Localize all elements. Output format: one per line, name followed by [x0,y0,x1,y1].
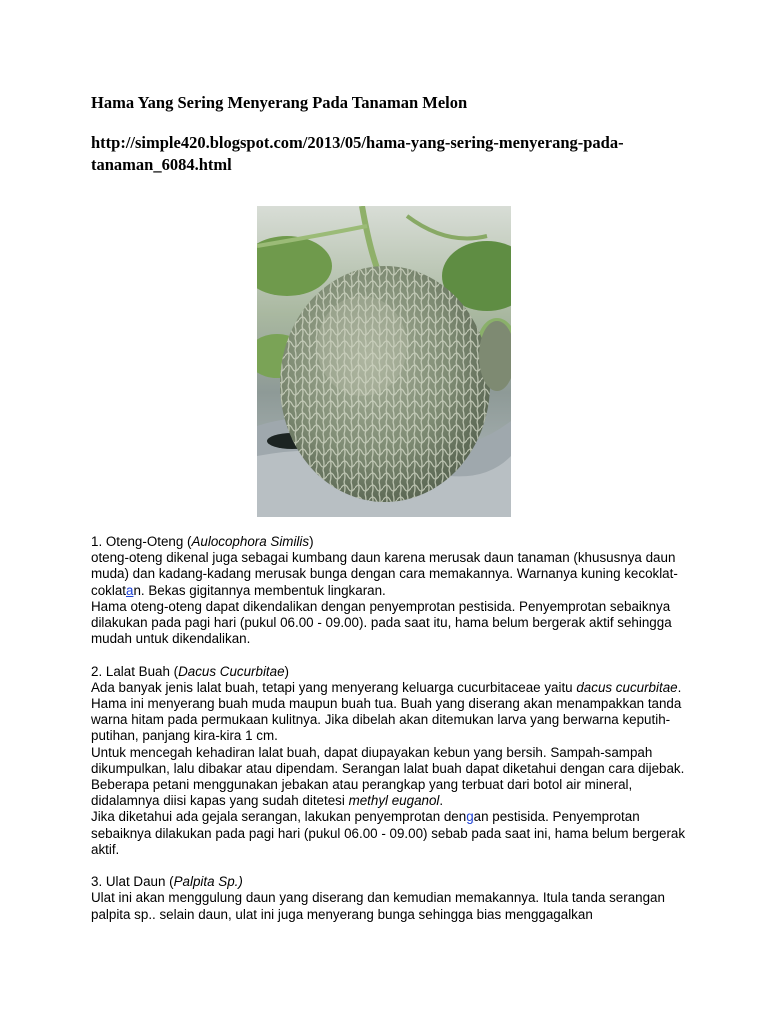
paragraph: Hama oteng-oteng dapat dikendalikan dengan penyemprotan pestisida. Penyemprotan sebaiknya dilakukan pada pagi hari (pukul 06.00 - 09.00). pada saat itu, hama belum bergerak aktif sehingga mudah untuk dikendalikan. [91,598,672,647]
section-heading: 3. Ulat Daun (Palpita Sp.) [91,874,243,890]
melon-photo [257,206,511,517]
paragraph: Ulat ini akan menggulung daun yang diserang dan kemudian memakannya. Itula tanda serangan palpita sp.. selain daun, ulat ini juga menyerang bunga sehingga bias menggagalkan [91,890,665,922]
source-url[interactable] [91,132,691,176]
section-lalat-buah [91,664,691,858]
tracked-change-mark: a [125,582,134,598]
section-heading: 2. Lalat Buah (Dacus Cucurbitae) [91,663,290,679]
section-oteng-oteng [91,534,691,647]
section-ulat-daun [91,874,691,923]
section-heading: 1. Oteng-Oteng (Aulocophora Similis) [91,534,314,549]
source-url-line2: tanaman_6084.html [91,155,232,174]
pest-sections [91,534,691,939]
paragraph: Untuk mencegah kehadiran lalat buah, dapat diupayakan kebun yang bersih. Sampah-sampah dikumpulkan, lalu dibakar atau dipendam. Serangan lalat buah dapat diketahui dengan cara dijebak. Beberapa petani menggunakan jebakan atau perangkap yang terbuat dari botol air mineral, didalamnya diisi kapas yang sudah ditetesi methyl euganol. [91,744,685,809]
paragraph: Ada banyak jenis lalat buah, tetapi yang menyerang keluarga cucurbitaceae yaitu dacus cucurbitae. Hama ini menyerang buah muda maupun buah tua. Buah yang diserang akan menampakkan tanda warna hitam pada permukaan kulitnya. Jika dibelah akan ditemukan larva yang berwarna keputih-putihan, panjang kira-kira 1 cm. [91,679,682,744]
source-url-line1: http://simple420.blogspot.com/2013/05/hama-yang-sering-menyerang-pada- [91,133,624,152]
document-title: Hama Yang Sering Menyerang Pada Tanaman Melon [91,93,468,112]
paragraph: oteng-oteng dikenal juga sebagai kumbang daun karena merusak daun tanaman (khususnya daun muda) dan kadang-kadang merusak bunga dengan cara memakannya. Warnanya kuning kecoklat-coklatan. Bekas gigitannya membentuk lingkaran. [91,550,678,598]
tracked-change-mark: g [466,809,474,825]
paragraph: Jika diketahui ada gejala serangan, lakukan penyemprotan dengan pestisida. Penyemprotan sebaiknya dilakukan pada pagi hari (pukul 06.00 - 09.00) sebab pada saat ini, hama belum bergerak aktif. [91,809,686,857]
melon-illustration [257,206,511,517]
